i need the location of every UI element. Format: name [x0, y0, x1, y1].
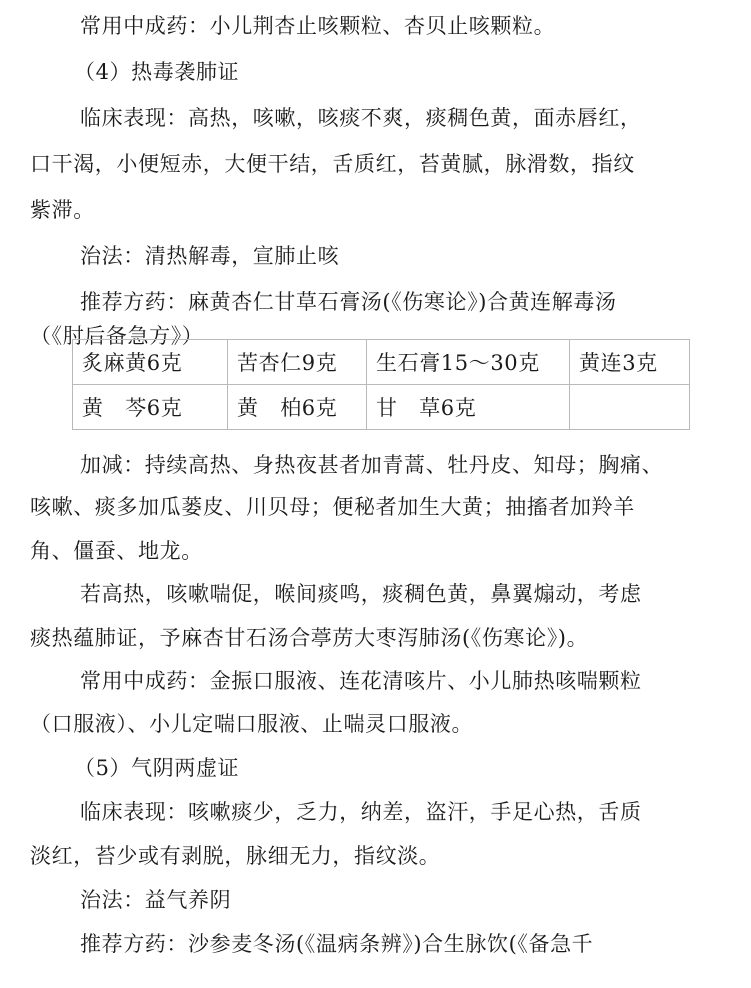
table-row	[73, 385, 690, 430]
table-row	[73, 340, 690, 385]
section-heading: （5）气阴两虚证	[74, 756, 240, 780]
text-line: 常用中成药：金振口服液、连花清咳片、小儿肺热咳喘颗粒	[80, 669, 642, 693]
herb-table	[72, 339, 690, 430]
text-line: 紫滞。	[30, 198, 95, 222]
text-line: 若高热，咳嗽喘促，喉间痰鸣，痰稠色黄，鼻翼煽动，考虑	[80, 582, 642, 606]
text-line: 推荐方药：沙参麦冬汤(《温病条辨》)合生脉饮(《备急千	[80, 932, 594, 956]
text-line: 治法：益气养阴	[80, 888, 232, 912]
table-cell: 黄 柏6克	[228, 385, 367, 430]
table-cell: 苦杏仁9克	[228, 340, 367, 385]
table-cell: 炙麻黄6克	[73, 340, 228, 385]
table-cell: 甘 草6克	[367, 385, 570, 430]
text-line: 角、僵蚕、地龙。	[30, 539, 203, 563]
text-line: 常用中成药：小儿荆杏止咳颗粒、杏贝止咳颗粒。	[80, 14, 556, 38]
text-line: 临床表现：咳嗽痰少，乏力，纳差，盗汗，手足心热，舌质	[80, 800, 642, 824]
text-line: 口干渴，小便短赤，大便干结，舌质红，苔黄腻，脉滑数，指纹	[30, 152, 635, 176]
section-heading: （4）热毒袭肺证	[74, 60, 240, 84]
text-line: 推荐方药：麻黄杏仁甘草石膏汤(《伤寒论》)合黄连解毒汤	[80, 290, 617, 314]
table-cell: 生石膏15～30克	[367, 340, 570, 385]
text-line: 治法：清热解毒，宣肺止咳	[80, 244, 340, 268]
text-line: 痰热蕴肺证，予麻杏甘石汤合葶苈大枣泻肺汤(《伤寒论》)。	[30, 626, 589, 650]
table-cell: 黄 芩6克	[73, 385, 228, 430]
table-cell: 黄连3克	[570, 340, 690, 385]
text-line: 临床表现：高热，咳嗽，咳痰不爽，痰稠色黄，面赤唇红，	[80, 106, 642, 130]
text-line: 加减：持续高热、身热夜甚者加青蒿、牡丹皮、知母；胸痛、	[80, 453, 664, 477]
text-line: 咳嗽、痰多加瓜蒌皮、川贝母；便秘者加生大黄；抽搐者加羚羊	[30, 495, 635, 519]
table-cell	[570, 385, 690, 430]
text-line: （《肘后备急方》）	[30, 324, 204, 348]
text-line: （口服液）、小儿定喘口服液、止喘灵口服液。	[30, 712, 474, 736]
text-line: 淡红，苔少或有剥脱，脉细无力，指纹淡。	[30, 844, 441, 868]
